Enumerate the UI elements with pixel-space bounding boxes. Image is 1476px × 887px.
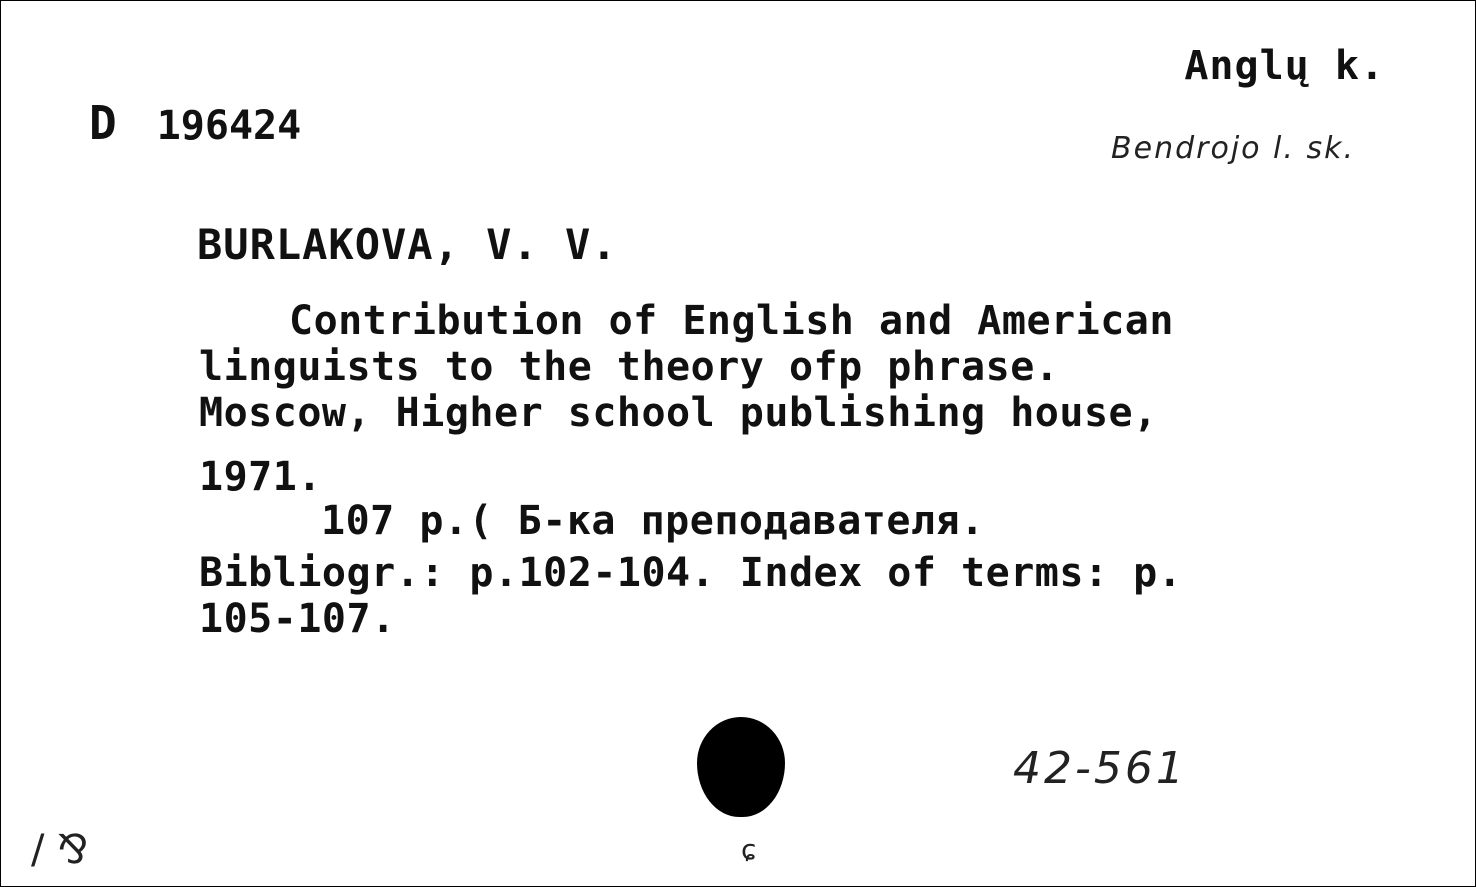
bottom-handwritten-mark: ɕ	[741, 833, 757, 866]
imprint-line: Moscow, Higher school publishing house,	[199, 390, 1158, 436]
language-label: Anglų k.	[1184, 43, 1385, 89]
call-number-prefix: D	[89, 96, 117, 150]
inventory-number: 42-561	[1013, 743, 1187, 794]
bibliography-line: 105-107.	[199, 596, 396, 642]
bibliography-line: Bibliogr.: p.102-104. Index of terms: p.	[199, 550, 1183, 596]
pagination-line: 107 p.( Б-ка преподавателя.	[321, 498, 985, 544]
title-line: Contribution of English and American	[289, 298, 1174, 344]
title-line: linguists to the theory ofp phrase.	[199, 344, 1060, 390]
call-number-value: 196424	[156, 103, 302, 149]
corner-handwritten-mark: / ⅋	[31, 827, 89, 873]
author-heading: BURLAKOVA, V. V.	[197, 220, 618, 269]
punch-hole	[697, 717, 785, 817]
call-number	[89, 93, 301, 156]
department-stamp: Bendrojo l. sk.	[1111, 131, 1355, 166]
imprint-year: 1971.	[199, 454, 322, 500]
